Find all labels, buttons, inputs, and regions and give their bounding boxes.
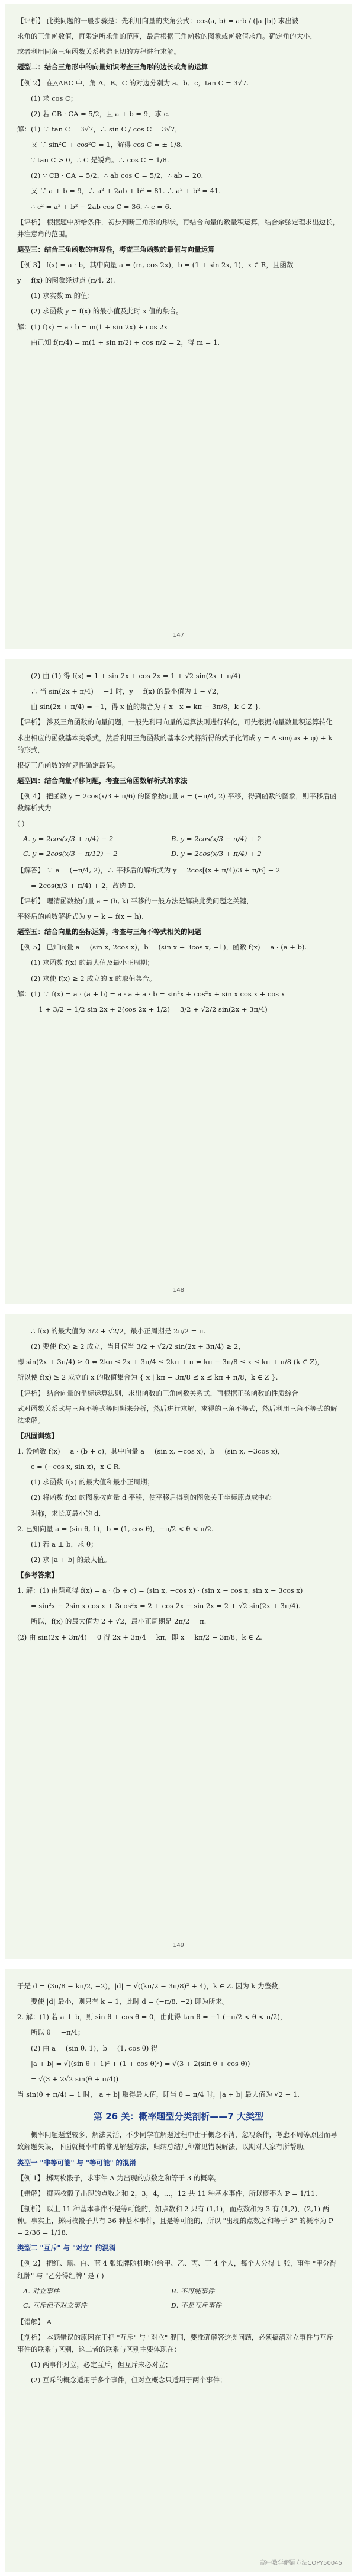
page-147 (5, 4, 352, 649)
example-1: 【例 1】 掷两枚骰子，求事件 A 为出现的点数之和等于 3 的概率。 (17, 2173, 221, 2182)
text-line: (2) 互斥的概念适用于多个事件，但对立概念只适用于两个事件； (31, 2376, 227, 2385)
text-line: (1) 两事件对立，必定互斥，但互斥未必对立； (31, 2360, 172, 2369)
solution-line: ∴ f(x) 的最大值为 3/2 + √2/2，最小正周期是 2π/2 = π. (31, 1327, 206, 1335)
solution-line: = 1 + 3/2 + 1/2 sin 2x + 2(cos 2x + 1/2) = 3/2 + √2/2 sin(2x + 3π/4) (31, 1005, 268, 1013)
analysis-paragraph: 【评析】 涉及三角函数的向量问题，一般先利用向量的运算法则进行转化，可先根据向量数量积运算转化 (17, 718, 333, 727)
watermark: 高中数学解题方法COPY50045 (260, 2559, 342, 2567)
solution-line: ∴ c² = a² + b² − 2ab cos C = 36. ∴ c = 6. (31, 202, 172, 211)
answer-line: 【解答】 ∵ a = (−π/4, 2)，∴ 平移后的解析式为 y = 2cos[(x + π/4)/3 + π/6] + 2 (17, 865, 281, 874)
example-2: 【例 2】 把红、黑、白、蓝 4 张纸牌随机地分给甲、乙、丙、丁 4 个人，每个人分得 1 张，事件 "甲分得红牌" 与 "乙分得红牌" 是 ( ) (17, 2259, 336, 2280)
solution-line: 由 sin(2x + π/4) = −1，得 x 值的集合为 { x | x = kπ − 3π/8，k ∈ Z }. (31, 702, 261, 711)
text-line: (1) 求 cos C； (31, 94, 78, 102)
solution-line: |a + b| = √((sin θ + 1)² + (1 + cos θ)²) = √(3 + 2(sin θ + cos θ)) (31, 2059, 250, 2068)
page-number: 148 (172, 1287, 185, 1294)
text-line: (2) 将函数 f(x) 的图象按向量 d 平移，使平移后得到的图象关于坐标原点成中心 (31, 1493, 272, 1502)
text-line: (2) 求使 f(x) ≥ 2 成立的 x 的取值集合。 (31, 974, 156, 983)
analysis-paragraph: 【评析】 理清函数按向量 a = (h, k) 平移的一般方法是解决此类问题之关键， (17, 896, 253, 905)
solution-line: 1. 解：(1) 由题意得 f(x) = a · (b + c) = (sin x, −cos x) · (sin x − cos x, sin x − 3cos x) (17, 1586, 303, 1595)
solution-line: 解：(1) ∵ f(x) = a · (a + b) = a · a + a · b = sin²x + cos²x + sin x cos x + cos x (17, 989, 285, 998)
answer-line: = 2cos(x/3 + π/4) + 2，故选 D. (31, 881, 136, 890)
wrong-solution: 【错解】 掷两枚骰子出现的点数之和 2，3，4，…，12 共 11 种基本事件，所以概率为 P = 1/11. (17, 2189, 317, 2198)
text-line: 或者利用同角三角函数关系构造正切的方程进行求解。 (17, 47, 181, 56)
solution-line: 即 sin(2x + 3π/4) ≥ 0 ⇔ 2kπ ≤ 2x + 3π/4 ≤ 2kπ + π ⇔ kπ − 3π/8 ≤ x ≤ kπ + π/8 (k ∈ Z)， (17, 1358, 324, 1366)
option-d: D. 不是互斥事件 (171, 2301, 222, 2309)
solution-line: 于是 d = (3π/8 − kπ/2, −2)，|d| = √((kπ/2 − 3π/8)² + 4)，k ∈ Z. 因为 k 为整数， (17, 1982, 285, 1990)
solution-line: 解：(1) f(x) = a · b = m(1 + sin 2x) + cos 2x (17, 322, 168, 331)
page-number: 149 (172, 1942, 185, 1949)
answer-options (23, 833, 340, 859)
solution-line: 所以使 f(x) ≥ 2 成立的 x 的取值集合为 { x | kπ − 3π/8 ≤ x ≤ kπ + π/8，k ∈ Z }. (17, 1373, 278, 1382)
solution-line: 2. 解：(1) 若 a ⊥ b，则 sin θ + cos θ = 0，由此得 tan θ = −1 (−π/2 < θ < π/2)， (17, 2013, 287, 2022)
text-line: 求角的三角函数值，再限定所求角的范围，最后根据三角函数的图象或函数值求角。确定角的大小， (17, 32, 317, 41)
analysis-paragraph: 【剖析】 本题错误的原因在于把 "互斥" 与 "对立" 混同，要准确解答这类问题，必须搞清对立事件与互斥事件的联系与区别，这二者的联系与区别主要体现在： (17, 2333, 333, 2354)
heading-type-four: 题型四：结合向量平移问题，考查三角函数解析式的求法 (17, 776, 188, 785)
example-4: 【例 4】 把函数 y = 2cos(x/3 + π/6) 的图象按向量 a = (−π/4, 2) 平移，得到函数的图象，则平移后函数解析式为 (17, 792, 337, 813)
solution-line: ∴ 当 sin(2x + π/4) = −1 时，y = f(x) 的最小值为 1 − √2， (31, 687, 223, 696)
heading-type-three: 题型三：结合三角函数的有界性，考查三角函数的最值与向量运算 (17, 245, 215, 254)
page-148 (5, 659, 352, 1304)
text-line: (2) 求 |a + b| 的最大值。 (31, 1555, 111, 1564)
solution-line: (2) 由 sin(2x + 3π/4) = 0 得 2x + 3π/4 = kπ，即 x = kπ/2 − 3π/8，k ∈ Z. (17, 1632, 262, 1641)
analysis-paragraph: 【剖析】 以上 11 种基本事件不是等可能的，如点数和 2 只有 (1,1)，而点数和为 3 有 (1,2)，(2,1) 两种。事实上，掷两枚骰子共有 36 种基本事件，且是等可能的，所以 "出现的点数之和等于 3" 的概率为 P = 2/36 = 1/18. (17, 2204, 333, 2237)
text-line: 【评析】 此类问题的一般步骤是：先利用向量的夹角公式：cos⟨a, b⟩ = a·b / (|a||b|) 求出被 (17, 17, 299, 25)
heading-type-five: 题型五：结合向量的坐标运算，考查与三角不等式相关的问题 (17, 928, 201, 936)
text-line: y = f(x) 的图象经过点 (π/4, 2). (17, 276, 115, 285)
section-title: 第 26 关：概率题型分类剖析——7 大类型 (94, 2111, 263, 2122)
analysis-paragraph: 【评析】 结合向量的坐标运算法则，求出函数的三角函数关系式，再根据正弦函数的性质综合 (17, 1388, 299, 1397)
option-c: C. y = 2cos(x/3 − π/12) − 2 (23, 849, 118, 858)
solution-line: (2) 要使 f(x) ≥ 2 成立，当且仅当 3/2 + √2/2 sin(2x + 3π/4) ≥ 2， (31, 1342, 245, 1351)
solution-line: 当 sin(θ + π/4) = 1 时，|a + b| 取得最大值，即当 θ = π/4 时，|a + b| 最大值为 √2 + 1. (17, 2090, 300, 2099)
solution-line: = √(3 + 2√2 sin(θ + π/4)) (31, 2074, 119, 2083)
text-line: (2) 求函数 y = f(x) 的最小值及此时 x 值的集合。 (31, 307, 183, 316)
solution-line: 又 ∵ sin²C + cos²C = 1，解得 cos C = ± 1/8. (31, 140, 183, 149)
solution-line: (2) ∵ CB · CA = 5/2，∴ ab cos C = 5/2，∴ ab = 20. (31, 171, 204, 180)
exercise-2: 2. 已知向量 a = (sin θ, 1)，b = (1, cos θ)，−π/2 < θ < π/2. (17, 1524, 214, 1533)
analysis-paragraph: 【评析】 根据题中所给条件，初步判断三角形的形状，再结合向量的数量积运算，结合余弦定理求出边长，并注意角的范围。 (17, 217, 340, 238)
wrong-solution: 【错解】 A (17, 2317, 52, 2326)
heading-type-two: 题型二：结合三角形中的向量知识考查三角形的边长或角的运算 (17, 63, 208, 72)
page-number: 147 (172, 631, 185, 639)
example-5: 【例 5】 已知向量 a = (sin x, 2cos x)，b = (sin x + 3cos x, −1)，函数 f(x) = a · (a + b). (17, 943, 307, 952)
heading-answers: 【参考答案】 (17, 1571, 58, 1579)
analysis-paragraph: 求出相应的函数基本关系式，然后利用三角函数的基本公式将所得的式子化简成 y = A sin(ωx + φ) + k 的形式， (17, 733, 333, 754)
page-150 (5, 1969, 352, 2572)
text-line: (1) 求函数 f(x) 的最大值和最小正周期； (31, 1478, 154, 1487)
solution-line: 所以 θ = −π/4； (31, 2028, 85, 2037)
exercise-1: 1. 设函数 f(x) = a · (b + c)，其中向量 a = (sin x, −cos x)，b = (sin x, −3cos x)， (17, 1447, 285, 1455)
text-line: (2) 若 CB · CA = 5/2，且 a + b = 9，求 c. (31, 109, 170, 118)
analysis-paragraph: 式对函数关系式与三角不等式等问题来分析，然后进行求解，求得的三角不等式，然后利用三角不等式的解法求解。 (17, 1404, 337, 1425)
example-3: 【例 3】 f(x) = a · b，其中向量 a = (m, cos 2x)，b = (1 + sin 2x, 1)，x ∈ R，且函数 (17, 261, 294, 269)
intro-paragraph: 概率问题题型较多，解法灵活，不少同学在解题过程中由于概念不清，忽视条件，考虑不周等原因而导致解题失误，下面就概率中的常见解题方法，归纳总结几种常见错误解法，以期对大家有所帮助。 (17, 2131, 337, 2151)
example-2: 【例 2】 在△ABC 中，角 A、B、C 的对边分别为 a、b、c，tan C = 3√7. (17, 78, 249, 87)
solution-line: (2) 由 a = (sin θ, 1)，b = (1, cos θ) 得 (31, 2044, 158, 2052)
solution-line: 由已知 f(π/4) = m(1 + sin π/2) + cos π/2 = 2，得 m = 1. (31, 338, 220, 347)
page-149 (5, 1314, 352, 1959)
answer-options (23, 2285, 340, 2311)
option-b: B. 不可能事件 (171, 2286, 215, 2295)
text-line: (1) 求函数 f(x) 的最大值及最小正周期； (31, 958, 154, 967)
text-line: (1) 求实数 m 的值； (31, 291, 95, 300)
solution-line: 所以，f(x) 的最大值为 2 + √2，最小正周期是 2π/2 = π. (31, 1617, 207, 1626)
solution-line: 又 ∵ a + b = 9，∴ a² + 2ab + b² = 81. ∴ a² + b² = 41. (31, 187, 221, 195)
solution-line: (2) 由 (1) 得 f(x) = 1 + sin 2x + cos 2x = 1 + √2 sin(2x + π/4) (31, 672, 241, 680)
solution-line: 解：(1) ∵ tan C = 3√7，∴ sin C / cos C = 3√7， (17, 124, 182, 133)
option-b: B. y = 2cos(x/3 − π/4) + 2 (171, 835, 262, 843)
heading-type-one: 类型一 "非等可能" 与 "等可能" 的混淆 (17, 2158, 136, 2167)
solution-line: ∵ tan C > 0，∴ C 是锐角。∴ cos C = 1/8. (31, 156, 169, 165)
choice-bracket: ( ) (17, 819, 25, 828)
analysis-paragraph: 根据三角函数的有界性确定最值。 (17, 761, 120, 769)
text-line: (1) 若 a ⊥ b，求 θ； (31, 1539, 98, 1548)
analysis-paragraph: 平移后的函数解析式为 y − k = f(x − h). (17, 912, 144, 920)
option-a: A. y = 2cos(x/3 + π/4) − 2 (23, 835, 114, 843)
heading-type-two: 类型二 "互斥" 与 "对立" 的混淆 (17, 2244, 116, 2253)
text-line: c = (−cos x, sin x)，x ∈ R. (31, 1462, 121, 1471)
option-d: D. y = 2cos(x/3 + π/4) + 2 (171, 849, 262, 858)
solution-line: = sin²x − 2sin x cos x + 3cos²x = 2 + cos 2x − sin 2x = 2 + √2 sin(2x + 3π/4). (31, 1602, 301, 1611)
heading-practice: 【巩固训练】 (17, 1431, 58, 1440)
option-a: A. 对立事件 (23, 2286, 60, 2295)
option-c: C. 互斥但不对立事件 (23, 2301, 87, 2309)
text-line: 对称，求长度最小的 d. (31, 1509, 101, 1518)
solution-line: 要使 |d| 最小，则只有 k = 1，此时 d = (−π/8, −2) 即为所求。 (31, 1997, 229, 2006)
